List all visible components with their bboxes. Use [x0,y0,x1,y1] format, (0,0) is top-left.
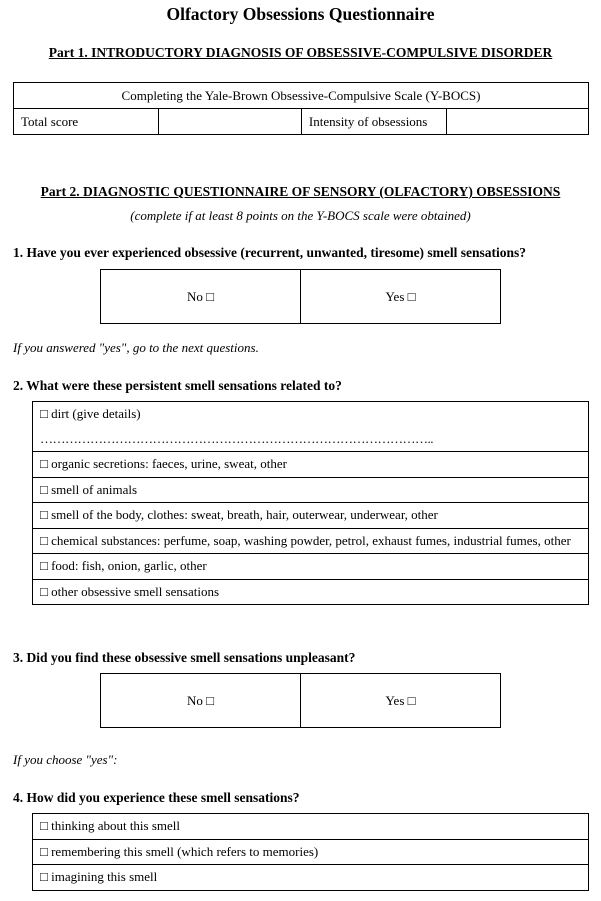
q4-option-imagining[interactable]: □ imagining this smell [33,865,589,891]
q2-option-dirt[interactable] [33,402,589,452]
total-score-label: Total score [14,109,159,135]
question-4: 4. How did you experience these smell sensations? [13,790,300,805]
question-1: 1. Have you ever experienced obsessive (recurrent, unwanted, tiresome) smell sensations? [13,245,527,260]
q2-option-other[interactable]: □ other obsessive smell sensations [33,579,589,605]
q2-options-table [32,401,589,605]
total-score-field[interactable] [158,109,301,135]
question-3: 3. Did you find these obsessive smell sensations unpleasant? [13,650,356,665]
q1-answer-table [100,269,501,324]
part2-heading: Part 2. DIAGNOSTIC QUESTIONNAIRE OF SENSORY (OLFACTORY) OBSESSIONS [40,184,561,199]
q2-option-organic-secretions[interactable]: □ organic secretions: faeces, urine, sweat, other [33,452,589,478]
q2-option-dirt-label: □ dirt (give details) [40,406,141,421]
question-2: 2. What were these persistent smell sensations related to? [13,378,342,393]
q2-option-animals[interactable]: □ smell of animals [33,477,589,503]
q3-answer-table [100,673,501,728]
q2-option-body-clothes[interactable]: □ smell of the body, clothes: sweat, breath, hair, outerwear, underwear, other [33,503,589,529]
q4-options-table [32,813,589,891]
q3-no-checkbox[interactable]: No □ [101,674,301,728]
ybocs-table-header: Completing the Yale-Brown Obsessive-Compulsive Scale (Y-BOCS) [14,83,589,109]
intensity-field[interactable] [446,109,588,135]
part1-heading: Part 1. INTRODUCTORY DIAGNOSIS OF OBSESSIVE-COMPULSIVE DISORDER [48,45,553,60]
q4-option-remembering[interactable]: □ remembering this smell (which refers to memories) [33,839,589,865]
q3-followup-note: If you choose "yes": [13,752,118,767]
q3-yes-checkbox[interactable]: Yes □ [300,674,500,728]
q4-option-thinking[interactable]: □ thinking about this smell [33,814,589,840]
q1-followup-note: If you answered "yes", go to the next questions. [13,340,259,355]
ybocs-table [13,82,589,135]
q2-option-food[interactable]: □ food: fish, onion, garlic, other [33,554,589,580]
q2-option-chemical-substances[interactable]: □ chemical substances: perfume, soap, washing powder, petrol, exhaust fumes, industrial fumes, other [33,528,589,554]
q2-dirt-details-line[interactable]: ………………………………………………………………………………….. [40,430,433,446]
part2-note: (complete if at least 8 points on the Y-BOCS scale were obtained) [130,208,471,223]
intensity-label: Intensity of obsessions [301,109,446,135]
page-title: Olfactory Obsessions Questionnaire [166,4,435,24]
q1-yes-checkbox[interactable]: Yes □ [300,270,500,324]
q1-no-checkbox[interactable]: No □ [101,270,301,324]
